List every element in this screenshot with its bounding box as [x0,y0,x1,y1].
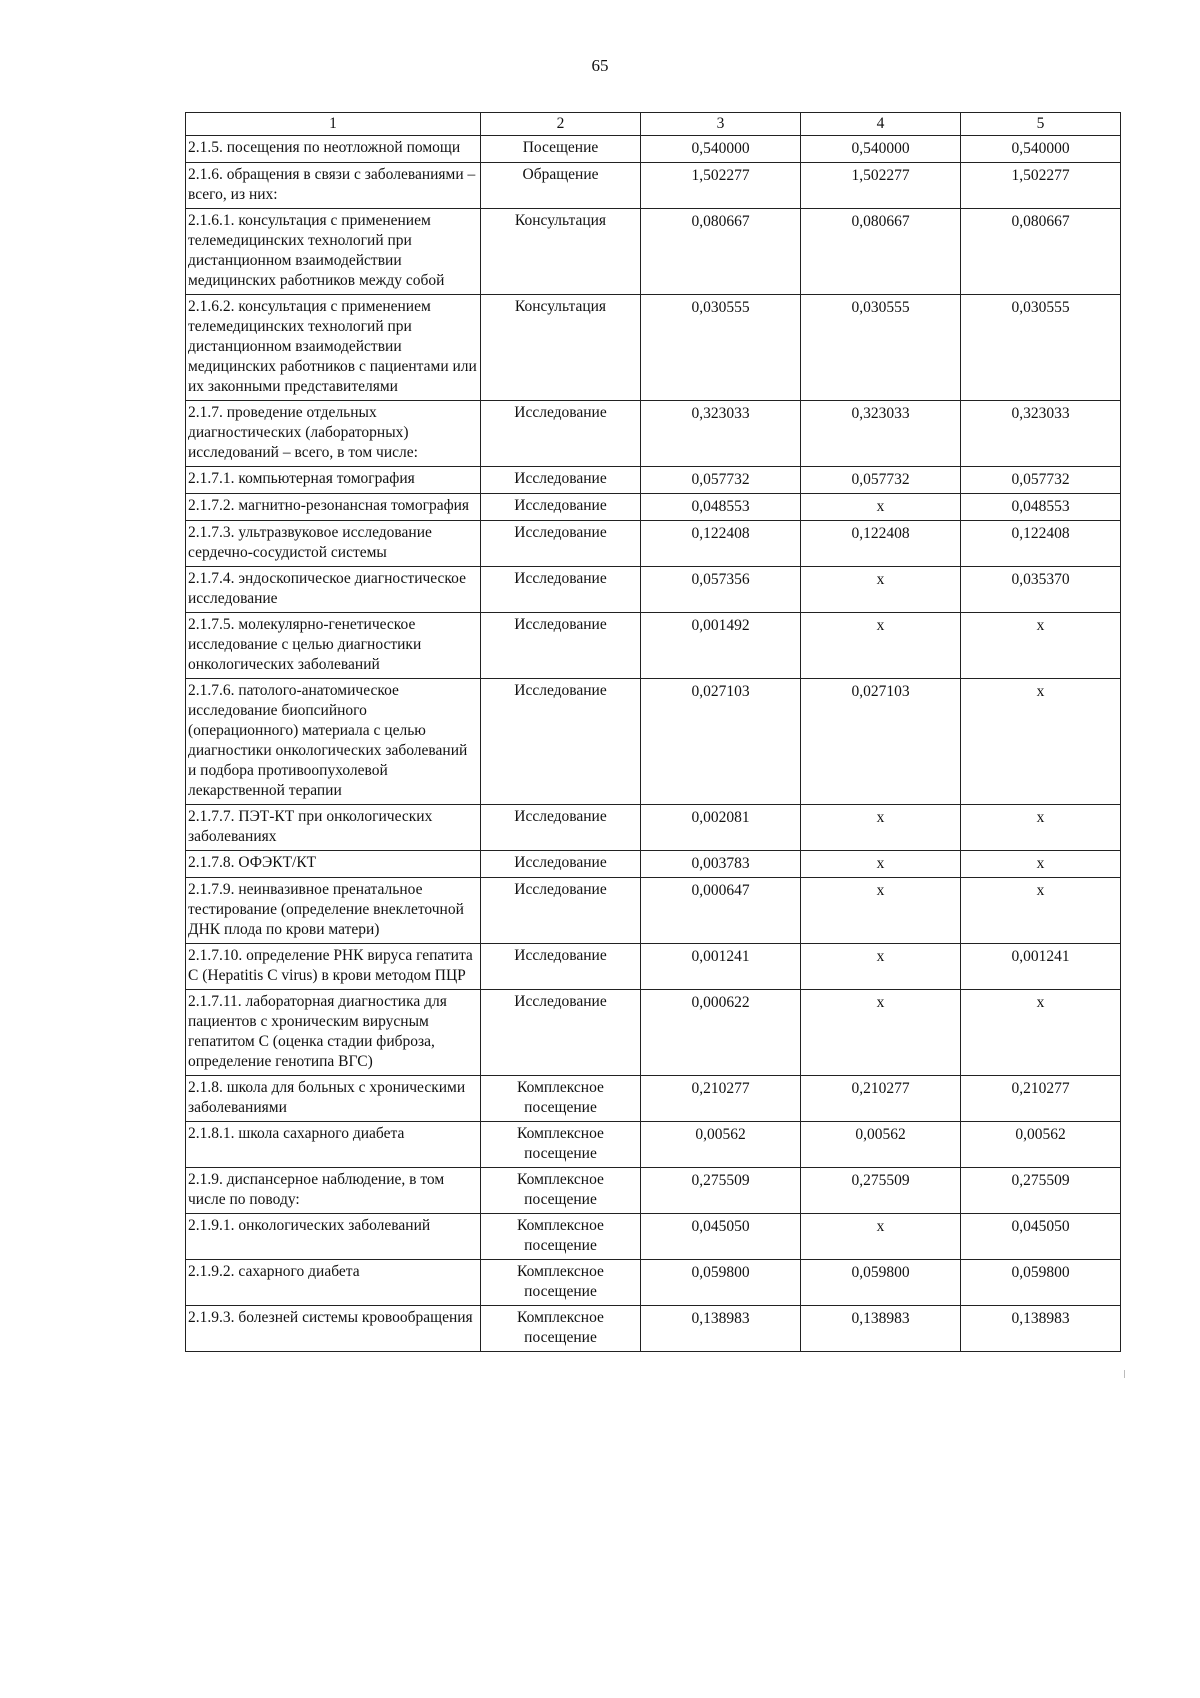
row-value-4: х [801,567,961,613]
table-row [186,521,1121,567]
row-name: 2.1.6. обращения в связи с заболеваниями – всего, из них: [186,163,481,209]
row-value-5: 0,138983 [961,1306,1121,1352]
row-value-3: 0,00562 [641,1122,801,1168]
row-value-5: 0,210277 [961,1076,1121,1122]
row-name: 2.1.7.11. лабораторная диагностика для пациентов с хроническим вирусным гепатитом С (оценка стадии фиброза, определение генотипа ВГС) [186,990,481,1076]
row-unit: Посещение [481,136,641,163]
row-value-4: 0,540000 [801,136,961,163]
row-unit: Консультация [481,295,641,401]
table-row [186,209,1121,295]
row-value-4: х [801,805,961,851]
row-unit: Исследование [481,494,641,521]
row-value-3: 0,323033 [641,401,801,467]
row-name: 2.1.7.9. неинвазивное пренатальное тестирование (определение внеклеточной ДНК плода по крови матери) [186,878,481,944]
row-name: 2.1.9. диспансерное наблюдение, в том числе по поводу: [186,1168,481,1214]
row-value-5: 0,00562 [961,1122,1121,1168]
row-value-3: 0,030555 [641,295,801,401]
row-name: 2.1.7.3. ультразвуковое исследование сердечно-сосудистой системы [186,521,481,567]
header-row [186,113,1121,136]
row-value-5: 0,275509 [961,1168,1121,1214]
table-row [186,467,1121,494]
row-value-5: 0,045050 [961,1214,1121,1260]
table-row [186,613,1121,679]
column-header-5: 5 [961,113,1121,136]
row-unit: Комплексное посещение [481,1122,641,1168]
row-value-5: 0,057732 [961,467,1121,494]
row-unit: Исследование [481,990,641,1076]
row-name: 2.1.9.2. сахарного диабета [186,1260,481,1306]
row-value-4: х [801,944,961,990]
table-row [186,1076,1121,1122]
row-value-5: х [961,990,1121,1076]
row-value-3: 0,210277 [641,1076,801,1122]
row-name: 2.1.7.1. компьютерная томография [186,467,481,494]
row-unit: Исследование [481,944,641,990]
row-value-4: 0,030555 [801,295,961,401]
row-value-3: 0,138983 [641,1306,801,1352]
table-row [186,1168,1121,1214]
row-value-3: 0,275509 [641,1168,801,1214]
row-name: 2.1.8.1. школа сахарного диабета [186,1122,481,1168]
row-value-3: 0,057356 [641,567,801,613]
scan-artifact [1124,1370,1125,1378]
row-value-3: 0,540000 [641,136,801,163]
row-unit: Комплексное посещение [481,1306,641,1352]
table-body [186,136,1121,1352]
table-row [186,1306,1121,1352]
row-unit: Исследование [481,878,641,944]
table-row [186,990,1121,1076]
column-header-2: 2 [481,113,641,136]
row-name: 2.1.9.3. болезней системы кровообращения [186,1306,481,1352]
table-row [186,494,1121,521]
row-unit: Исследование [481,467,641,494]
row-name: 2.1.7.6. патолого-анатомическое исследование биопсийного (операционного) материала с целью диагностики онкологических заболеваний и подбора противоопухолевой лекарственной терапии [186,679,481,805]
row-value-5: 0,035370 [961,567,1121,613]
row-value-5: 0,323033 [961,401,1121,467]
row-value-3: 0,080667 [641,209,801,295]
row-value-4: 0,138983 [801,1306,961,1352]
row-value-3: 0,003783 [641,851,801,878]
row-value-5: 0,540000 [961,136,1121,163]
page-number: 65 [591,56,609,75]
table-row [186,295,1121,401]
row-name: 2.1.5. посещения по неотложной помощи [186,136,481,163]
row-unit: Исследование [481,613,641,679]
row-value-5: 0,059800 [961,1260,1121,1306]
column-header-1: 1 [186,113,481,136]
row-value-3: 0,048553 [641,494,801,521]
row-value-5: х [961,805,1121,851]
row-value-3: 0,059800 [641,1260,801,1306]
table-row [186,944,1121,990]
row-name: 2.1.6.1. консультация с применением телемедицинских технологий при дистанционном взаимодействии медицинских работников между собой [186,209,481,295]
column-header-3: 3 [641,113,801,136]
row-unit: Комплексное посещение [481,1168,641,1214]
row-value-4: 0,00562 [801,1122,961,1168]
row-value-3: 0,122408 [641,521,801,567]
row-value-4: х [801,990,961,1076]
row-value-5: 0,030555 [961,295,1121,401]
row-value-3: 0,002081 [641,805,801,851]
row-name: 2.1.7.10. определение РНК вируса гепатита С (Hepatitis C virus) в крови методом ПЦР [186,944,481,990]
row-value-3: 0,001492 [641,613,801,679]
row-value-4: 0,027103 [801,679,961,805]
row-value-4: х [801,878,961,944]
table-row [186,851,1121,878]
row-value-3: 0,027103 [641,679,801,805]
row-unit: Консультация [481,209,641,295]
table-row [186,679,1121,805]
row-unit: Комплексное посещение [481,1076,641,1122]
row-unit: Комплексное посещение [481,1260,641,1306]
row-value-4: х [801,851,961,878]
row-unit: Исследование [481,521,641,567]
row-unit: Комплексное посещение [481,1214,641,1260]
row-value-4: 0,210277 [801,1076,961,1122]
row-value-5: 0,048553 [961,494,1121,521]
row-unit: Исследование [481,851,641,878]
row-unit: Исследование [481,567,641,613]
row-name: 2.1.7. проведение отдельных диагностических (лабораторных) исследований – всего, в том числе: [186,401,481,467]
table-row [186,567,1121,613]
volume-norms-table [185,112,1121,1352]
table-row [186,805,1121,851]
table-row [186,1260,1121,1306]
row-value-4: х [801,613,961,679]
row-value-5: х [961,613,1121,679]
row-value-3: 0,000622 [641,990,801,1076]
row-value-4: 0,323033 [801,401,961,467]
row-value-3: 0,001241 [641,944,801,990]
row-value-4: 0,057732 [801,467,961,494]
row-value-4: 0,275509 [801,1168,961,1214]
row-unit: Исследование [481,679,641,805]
row-value-4: х [801,494,961,521]
row-value-4: 0,059800 [801,1260,961,1306]
row-value-5: 1,502277 [961,163,1121,209]
row-value-5: 0,080667 [961,209,1121,295]
row-name: 2.1.9.1. онкологических заболеваний [186,1214,481,1260]
table-row [186,1122,1121,1168]
row-unit: Обращение [481,163,641,209]
row-name: 2.1.7.4. эндоскопическое диагностическое исследование [186,567,481,613]
row-name: 2.1.8. школа для больных с хроническими заболеваниями [186,1076,481,1122]
row-value-4: х [801,1214,961,1260]
row-unit: Исследование [481,401,641,467]
table-row [186,1214,1121,1260]
row-value-5: х [961,851,1121,878]
row-value-4: 0,080667 [801,209,961,295]
row-value-5: х [961,679,1121,805]
row-unit: Исследование [481,805,641,851]
row-name: 2.1.7.5. молекулярно-генетическое исследование с целью диагностики онкологических заболеваний [186,613,481,679]
row-name: 2.1.6.2. консультация с применением телемедицинских технологий при дистанционном взаимодействии медицинских работников с пациентами или их законными представителями [186,295,481,401]
table-row [186,136,1121,163]
row-value-5: 0,122408 [961,521,1121,567]
row-value-3: 0,000647 [641,878,801,944]
row-value-4: 1,502277 [801,163,961,209]
table-row [186,163,1121,209]
row-name: 2.1.7.2. магнитно-резонансная томография [186,494,481,521]
table-header [186,113,1121,136]
row-value-5: 0,001241 [961,944,1121,990]
row-value-5: х [961,878,1121,944]
row-value-4: 0,122408 [801,521,961,567]
row-value-3: 1,502277 [641,163,801,209]
row-value-3: 0,057732 [641,467,801,494]
row-value-3: 0,045050 [641,1214,801,1260]
column-header-4: 4 [801,113,961,136]
table-row [186,401,1121,467]
row-name: 2.1.7.8. ОФЭКТ/КТ [186,851,481,878]
table-row [186,878,1121,944]
row-name: 2.1.7.7. ПЭТ-КТ при онкологических заболеваниях [186,805,481,851]
